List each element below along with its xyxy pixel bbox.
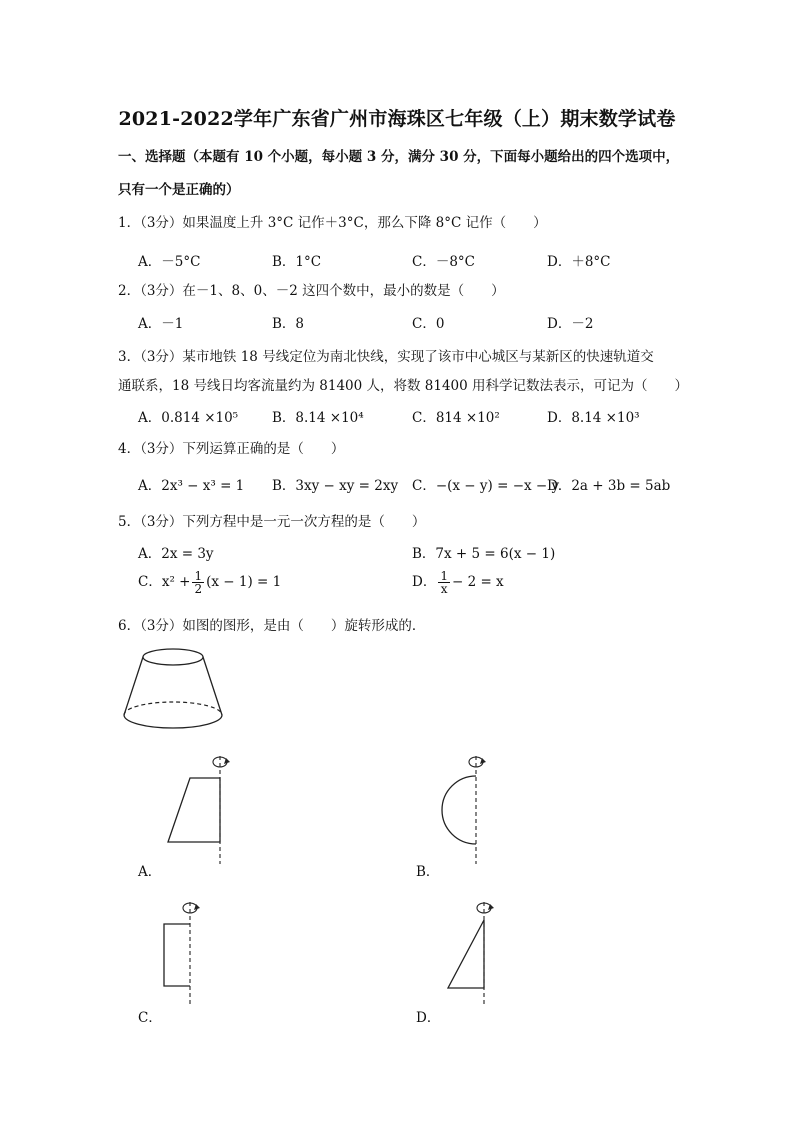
q6-label-b: B． [416,864,440,880]
q5-option-d-label: D． [412,574,437,590]
q5-option-c-pre: x² + [161,574,191,590]
page-title: 2021-2022学年广东省广州市海珠区七年级（上）期末数学试卷 [118,108,676,130]
q4-option-a: A．2x³ − x³ = 1 [138,478,245,494]
q1-option-b: B．1°C [272,254,322,270]
q3-option-d: D．8.14 ×10³ [547,410,640,426]
q5-option-c-numerator: 1 [194,569,203,583]
frustum-figure [118,645,228,735]
q6-figure-b [436,752,516,864]
section-heading-line1: 一、选择题（本题有 10 个小题，每小题 3 分，满分 30 分，下面每小题给出的四个选项中， [118,149,680,165]
q6-figure-d [440,898,520,1010]
question-3-stem-line2: 通联系，18 号线日均客流量约为 81400 人，将数 81400 用科学记数法表示，可记为（ ） [118,378,689,394]
q2-option-b: B．8 [272,316,305,332]
q5-option-d-denominator: x [440,582,448,596]
q5-option-c-label: C． [138,574,162,590]
q5-option-c-post: (x − 1) = 1 [206,574,282,590]
q4-option-d: D．2a + 3b = 5ab [547,478,671,494]
section-heading-line2: 只有一个是正确的） [118,182,240,198]
q6-figure-c [150,898,230,1010]
q1-option-d: D．＋8°C [547,254,611,270]
q4-option-b: B．3xy − xy = 2xy [272,478,399,494]
q5-option-c [138,570,281,595]
q5-option-d-fraction [438,570,450,595]
q6-figure-a [160,752,240,864]
q2-option-c: C．0 [412,316,445,332]
q5-option-a: A．2x = 3y [138,546,214,562]
question-4-stem: 4．（3分）下列运算正确的是（ ） [118,441,345,457]
q1-option-c: C．－8°C [412,254,475,270]
q6-label-c: C． [138,1010,162,1026]
q3-option-b: B．8.14 ×10⁴ [272,410,364,426]
q5-option-d-numerator: 1 [440,569,448,583]
q4-option-c: C．−(x − y) = −x − y [412,478,560,494]
question-2-stem: 2．（3分）在－1、8、0、－2 这四个数中，最小的数是（ ） [118,283,505,299]
q5-option-d [412,570,504,595]
q6-label-d: D． [416,1010,441,1026]
q6-label-a: A． [138,864,162,880]
question-3-stem-line1: 3．（3分）某市地铁 18 号线定位为南北快线，实现了该市中心城区与某新区的快速轨道交 [118,349,654,365]
q2-option-a: A．－1 [138,316,184,332]
q5-option-c-fraction [192,570,204,595]
q5-option-b: B．7x + 5 = 6(x − 1) [412,546,556,562]
q5-option-d-post: − 2 = x [451,574,504,590]
question-5-stem: 5．（3分）下列方程中是一元一次方程的是（ ） [118,514,426,530]
q5-option-c-denominator: 2 [194,582,203,596]
q2-option-d: D．－2 [547,316,594,332]
question-1-stem: 1．（3分）如果温度上升 3°C 记作＋3°C，那么下降 8°C 记作（ ） [118,215,547,231]
q3-option-c: C．814 ×10² [412,410,500,426]
q1-option-a: A．－5°C [138,254,201,270]
question-6-stem: 6．（3分）如图的图形，是由（ ）旋转形成的． [118,618,426,634]
q3-option-a: A．0.814 ×10⁵ [138,410,239,426]
